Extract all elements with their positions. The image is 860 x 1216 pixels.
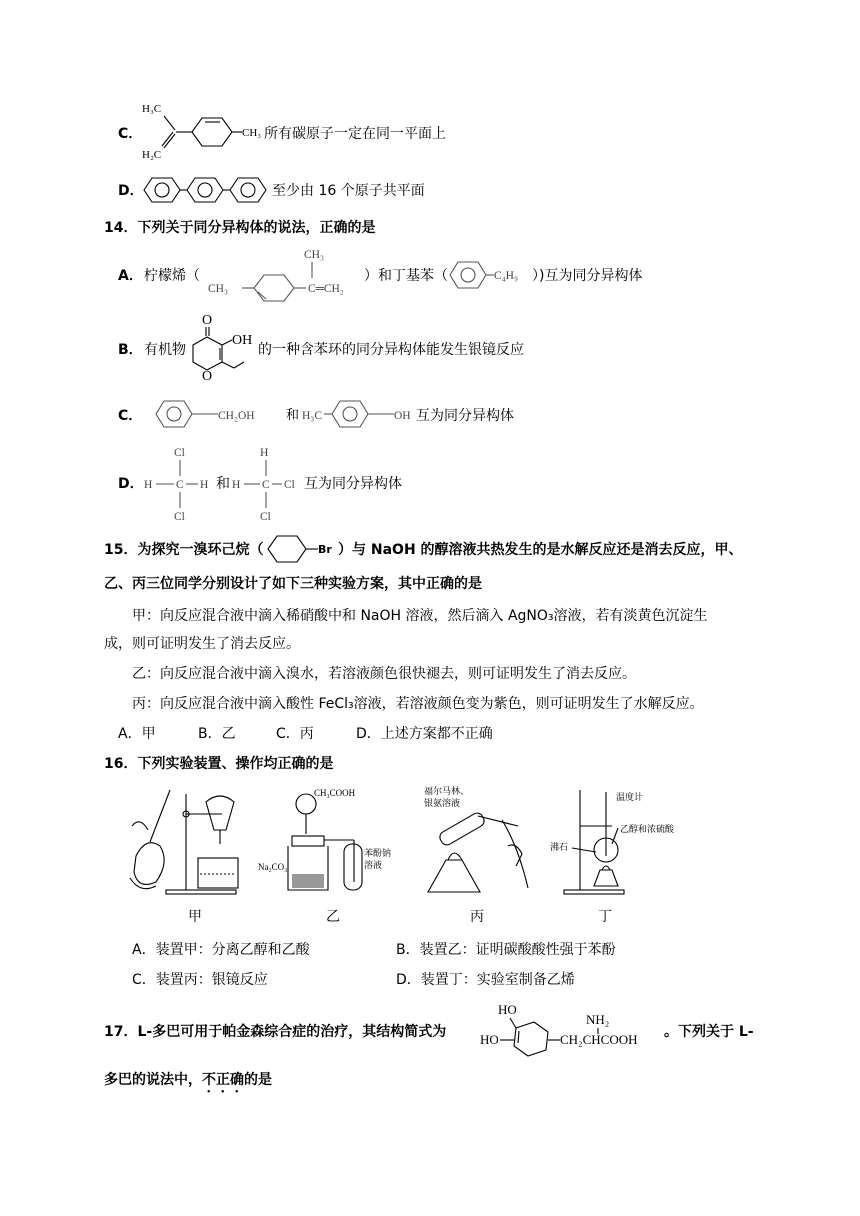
q14-c-post: 互为同分异构体 bbox=[416, 408, 514, 424]
q14-a-mid: ）和丁基苯（ bbox=[364, 268, 448, 284]
struct-text: C bbox=[262, 479, 270, 491]
struct-text: CH₂CHCOOH bbox=[560, 1032, 638, 1047]
q15-plan-jia-2: 成，则可证明发生了消去反应。 bbox=[104, 636, 300, 652]
struct-text: HO bbox=[480, 1032, 499, 1047]
q13-c-label: C． bbox=[118, 126, 143, 142]
caption-yi: 乙 bbox=[326, 909, 340, 925]
q14-b-pre: 有机物 bbox=[144, 342, 186, 358]
struct-text: H bbox=[200, 479, 209, 491]
struct-text: O bbox=[202, 369, 213, 384]
q15-line1-mid: ）与 NaOH 的醇溶液共热发生的是水解反应还是消去反应，甲、 bbox=[338, 542, 743, 558]
q14-d-label: D． bbox=[118, 476, 144, 492]
struct-text: HO bbox=[498, 1002, 517, 1017]
label-acetic-acid: CH₃COOH bbox=[314, 788, 356, 798]
q14-a-post: ）)互为同分异构体 bbox=[532, 268, 643, 284]
struct-text: OH bbox=[394, 410, 411, 422]
q14-d-dichloromethane-2 bbox=[232, 446, 312, 522]
struct-text: OH bbox=[232, 333, 253, 348]
struct-text: Cl bbox=[260, 511, 271, 523]
struct-text: H bbox=[232, 479, 241, 491]
q15-option-d: D．上述方案都不正确 bbox=[356, 726, 493, 742]
q15-plan-jia-1: 甲：向反应混合液中滴入稀硝酸中和 NaOH 溶液，然后滴入 AgNO₃溶液，若有淡黄色沉淀生 bbox=[132, 608, 708, 624]
q17-line1-post: 。下列关于 L- bbox=[664, 1024, 754, 1040]
label-sodium-carbonate: Na₂CO₃ bbox=[258, 862, 288, 872]
struct-text: H₃C bbox=[142, 103, 162, 115]
q14-b-post: 的一种含苯环的同分异构体能发生银镜反应 bbox=[258, 342, 524, 358]
struct-text: CH₃ bbox=[304, 249, 324, 261]
caption-ding: 丁 bbox=[598, 909, 612, 925]
label-solution: 溶液 bbox=[364, 860, 383, 870]
q15-option-a: A．甲 bbox=[118, 726, 156, 742]
struct-text: C bbox=[176, 479, 184, 491]
q14-a-pre: 柠檬烯（ bbox=[144, 268, 200, 284]
struct-text: H bbox=[144, 479, 153, 491]
q17-l-dopa bbox=[480, 1000, 660, 1062]
q15-plan-yi: 乙：向反应混合液中滴入溴水，若溶液颜色很快褪去，则可证明发生了消去反应。 bbox=[132, 666, 636, 682]
label-thermometer: 温度计 bbox=[616, 792, 644, 802]
q14-a-limonene bbox=[208, 246, 368, 302]
q14-d-and: 和 bbox=[216, 476, 230, 492]
q16-stem: 16．下列实验装置、操作均正确的是 bbox=[104, 756, 334, 772]
label-sodium-phenoxide: 苯酚钠 bbox=[364, 848, 392, 858]
struct-text: NH₂ bbox=[586, 1012, 610, 1027]
q17-line2-emph: 不正确 bbox=[202, 1072, 244, 1088]
q16-option-d: D．装置丁：实验室制备乙烯 bbox=[396, 972, 575, 988]
caption-jia: 甲 bbox=[188, 909, 202, 925]
q13-d-text: 至少由 16 个原子共平面 bbox=[272, 183, 425, 199]
struct-text: H₂C bbox=[142, 149, 162, 161]
q16-option-a: A．装置甲：分离乙醇和乙酸 bbox=[132, 942, 310, 958]
struct-text: Cl bbox=[284, 479, 295, 491]
struct-text: CH₃ bbox=[242, 127, 262, 139]
struct-text: Br bbox=[318, 543, 332, 556]
struct-text: Cl bbox=[174, 447, 185, 459]
q16-option-b: B．装置乙：证明碳酸酸性强于苯酚 bbox=[396, 942, 616, 958]
q14-c-structures bbox=[154, 398, 414, 432]
q14-c-label: C． bbox=[118, 408, 143, 424]
struct-text: H bbox=[260, 447, 269, 459]
q13-d-terphenyl bbox=[142, 174, 274, 208]
apparatus-bing bbox=[418, 786, 548, 898]
q16-option-c: C．装置丙：银镜反应 bbox=[132, 972, 268, 988]
q14-d-post: 互为同分异构体 bbox=[304, 476, 402, 492]
q15-line1-pre: 15．为探究一溴环己烷（ bbox=[104, 542, 264, 558]
q14-a-butylbenzene bbox=[448, 258, 538, 292]
struct-text: Cl bbox=[174, 511, 185, 523]
q15-option-c: C．丙 bbox=[276, 726, 314, 742]
struct-text: CH₂OH bbox=[218, 410, 255, 422]
struct-text: C═CH₂ bbox=[308, 283, 344, 295]
q15-line2: 乙、丙三位同学分别设计了如下三种实验方案，其中正确的是 bbox=[104, 576, 482, 592]
q17-line2-pre: 多巴的说法中， bbox=[104, 1072, 202, 1088]
q13-d-label: D． bbox=[118, 183, 144, 199]
apparatus-yi bbox=[258, 786, 408, 898]
q14-b-label: B． bbox=[118, 342, 143, 358]
q15-plan-bing: 丙：向反应混合液中滴入酸性 FeCl₃溶液，若溶液颜色变为紫色，则可证明发生了水解反应。 bbox=[132, 696, 704, 712]
struct-text: CH₃ bbox=[208, 283, 228, 295]
q14-stem: 14．下列关于同分异构体的说法，正确的是 bbox=[104, 220, 376, 236]
q17-line2 bbox=[104, 1070, 272, 1096]
label-formalin: 福尔马林、 bbox=[424, 786, 470, 796]
apparatus-jia bbox=[126, 786, 246, 898]
struct-text: 和 bbox=[286, 408, 300, 423]
q14-b-pyranone bbox=[188, 310, 268, 386]
q13-c-text: 所有碳原子一定在同一平面上 bbox=[264, 126, 446, 142]
q14-a-label: A． bbox=[118, 268, 143, 284]
label-silver-ammonia: 银氨溶液 bbox=[424, 798, 461, 808]
struct-text: H₃C bbox=[302, 410, 322, 422]
label-ethanol-sulfuric-acid: 乙醇和浓硫酸 bbox=[620, 824, 675, 834]
apparatus-ding bbox=[548, 786, 688, 898]
q15-option-b: B．乙 bbox=[198, 726, 236, 742]
q15-bromocyclohexane bbox=[266, 530, 342, 568]
struct-text: C₄H₉ bbox=[494, 270, 518, 282]
struct-text: O bbox=[202, 313, 213, 328]
q17-line2-post: 的是 bbox=[244, 1072, 272, 1088]
q17-line1: 17．L-多巴可用于帕金森综合症的治疗，其结构简式为 bbox=[104, 1024, 447, 1040]
label-boiling-chips: 沸石 bbox=[550, 842, 569, 852]
caption-bing: 丙 bbox=[470, 909, 484, 925]
q13-c-structure bbox=[142, 100, 272, 160]
